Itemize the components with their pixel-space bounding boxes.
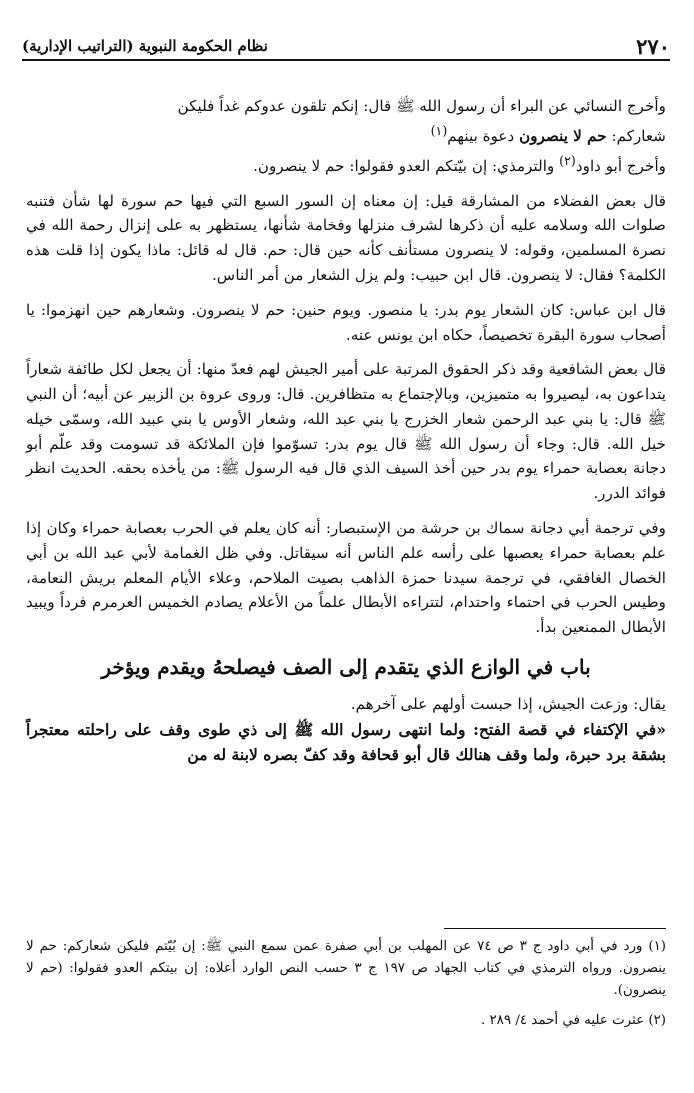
footnote-ref-2: (٢) (559, 152, 576, 168)
running-title: نظام الحكومة النبوية (التراتيب الإدارية) (22, 37, 268, 55)
paragraph-iktifa-bold: «في الإكتفاء في قصة الفتح: ولما انتهى رسول الله ﷺ إلى ذي طوى وقف على راحلته معتجراً بشقة برد حبرة، ولما وقف هنالك قال أبو قحافة وقد كفّ بصره لابنة له من (26, 719, 666, 764)
paragraph-ibn-abbas: قال ابن عباس: كان الشعار يوم بدر: يا منصور. ويوم حنين: حم لا ينصرون. وشعارهم حين انهزموا: يا أصحاب سورة البقرة تخصيصاً، حكاه ابن يونس عنه. (26, 300, 666, 344)
spacer (26, 1002, 666, 1010)
footnote-2: (٢) عثرت عليه في أحمد ٤/ ٢٨٩ . (480, 1013, 666, 1028)
paragraph-shafiiyya: قال بعض الشافعية وقد ذكر الحقوق المرتبة على أمير الجيش لهم فعدّ منها: أن يجعل لكل طائفة شعاراً يتداعون به، ليصيروا به متميزين، وبالإجتماع به متظافرين. قال: وروى عروة بن الزبير عن أبيه؛ أن النبي ﷺ قال: يا بني عبد الرحمن شعار الخزرج يا بني عبد الله، وشعار الأوس يا بني عبيد الله، وسمّى خيله خيل الله. قال: وجاء أن رسول الله ﷺ قال يوم بدر: تسوّموا فإن الملائكة قد تسومت وقد علّم أبو دجانة بعصابة حمراء يوم بدر حين أخذ السيف الذي قال فيه الرسول ﷺ: من يأخذه بحقه. الحديث انظر فوائد الدرر. (26, 360, 666, 503)
section-heading: باب في الوازع الذي يتقدم إلى الصف فيصلحهُ ويقدم ويؤخر (101, 655, 591, 680)
main-text (26, 94, 666, 767)
spacer (26, 179, 666, 189)
spacer (26, 347, 666, 357)
paragraph-abu-dujana: وفي ترجمة أبي دجانة سماك بن حرشة من الإستبصار: أنه كان يعلم في الحرب بعصابة حمراء وكان إذا علم بعصابة حمراء يعصبها على رأسه علم الناس أنه سيقاتل. وفي ظل الغمامة لأبي عبد الله بن أبي الخصال الغافقي، في ترجمة سيدنا حمزة الذاهب بصيت الملاحم، وعلاء الأيام المعلم بريش النعامة، وطيس الحرب في احتماء واحتدام، لتتراءه الأبطال علماً من الأعلام يصادم الخميس العرمرم فرداً ويبيد الأبطال الممنعين بدأ. (26, 519, 666, 637)
paragraph-nasai-shiar: شعاركم: (611, 126, 666, 145)
paragraph-nasai-end: دعوة بينهم (447, 126, 515, 145)
spacer (26, 506, 666, 516)
paragraph-abu-dawud (26, 149, 666, 179)
header-rule (22, 59, 670, 61)
page-header (22, 34, 670, 62)
paragraph-nasai-line1: وأخرج النسائي عن البراء أن رسول الله ﷺ قال: إنكم تلقون عدوكم غداً فليكن (177, 97, 666, 115)
footnote-ref-1: (١) (430, 122, 448, 138)
footnotes (26, 936, 666, 1032)
paragraph-abu-dawud-a: وأخرج أبو داود (575, 156, 666, 175)
page-number: ٢٧٠ (636, 34, 670, 59)
paragraph-definition: يقال: وزعت الجيش، إذا حبست أولهم على آخرهم. (350, 695, 666, 714)
bold-quote-ha-mim: حم لا ينصرون (519, 126, 607, 145)
paragraph-nasai (26, 94, 666, 149)
paragraph-mashariqa: قال بعض الفضلاء من المشارقة قيل: إن معناه إن السور السبع التي فيها حم سورة لها شأن فتنبه صلوات الله وسلامه عليه أن ذكرها لشرف منزلها وفخامة شأنها، يستظهر به على إنزال رحمة الله في نصرة المسلمين، وقوله: لا ينصرون مستأنف كأنه حين قال: حم. قال له قائل: ماذا يكون إذا قلت هذه الكلمة؟ فقال: لا ينصرون. قال ابن حبيب: ولم يزل الشعار من أمر الناس. (26, 191, 666, 284)
footnote-1: (١) ورد في أبي داود ج ٣ ص ٧٤ عن المهلب بن أبي صفرة عمن سمع النبي ﷺ: إن بُيّتم فليكن شعاركم: حم لا ينصرون. ورواه الترمذي في كتاب الجهاد ص ١٩٧ ج ٣ حسب النص الوارد أعلاه: إن بيتكم العدو فقولوا: (حم لا ينصرون). (26, 939, 666, 998)
paragraph-abu-dawud-b: والترمذي: إن بيّتكم العدو فقولوا: حم لا ينصرون. (253, 156, 555, 175)
footnote-rule (444, 928, 666, 929)
spacer (26, 288, 666, 298)
